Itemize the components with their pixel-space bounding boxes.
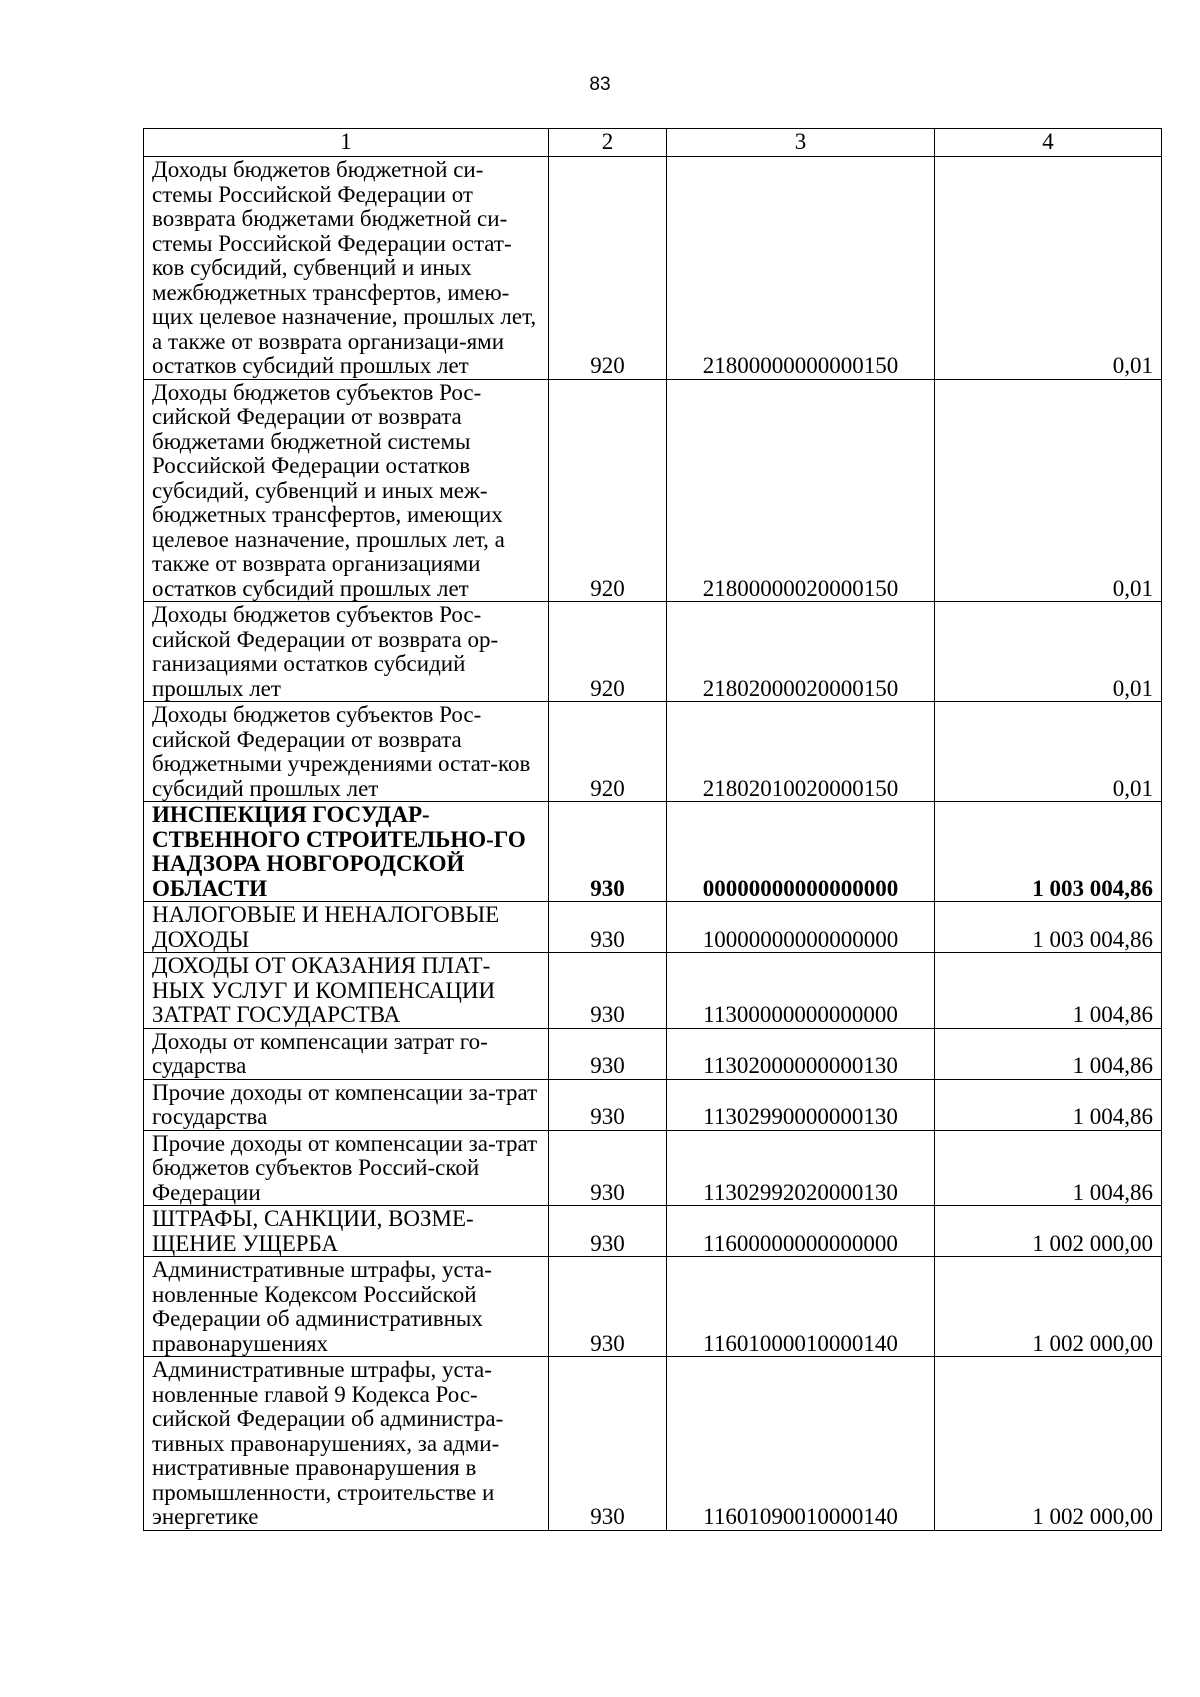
header-col-2: 2: [549, 129, 667, 157]
header-col-3: 3: [667, 129, 935, 157]
row-admin-code: 930: [549, 1028, 667, 1079]
header-col-4: 4: [935, 129, 1162, 157]
row-amount: 1 002 000,00: [935, 1206, 1162, 1257]
row-budget-code: 21800000020000150: [667, 379, 935, 602]
row-budget-code: 11601000010000140: [667, 1257, 935, 1357]
row-amount: 1 003 004,86: [935, 802, 1162, 902]
row-amount: 1 004,86: [935, 1130, 1162, 1206]
row-budget-code: 00000000000000000: [667, 802, 935, 902]
row-name: НАЛОГОВЫЕ И НЕНАЛОГОВЫЕ ДОХОДЫ: [144, 902, 549, 953]
row-admin-code: 920: [549, 379, 667, 602]
row-admin-code: 920: [549, 157, 667, 380]
row-budget-code: 10000000000000000: [667, 902, 935, 953]
row-amount: 1 004,86: [935, 953, 1162, 1029]
row-budget-code: 21802010020000150: [667, 702, 935, 802]
row-name: Доходы бюджетов бюджетной си-стемы Российской Федерации от возврата бюджетами бюджетной си-стемы Российской Федерации остат-ков субсидий, субвенций и иных межбюджетных трансфертов, имею-щих целевое назначение, прошлых лет, а также от возврата организаци-ями остатков субсидий прошлых лет: [144, 157, 549, 380]
table-row: [144, 1028, 1162, 1079]
row-budget-code: 11302000000000130: [667, 1028, 935, 1079]
row-budget-code: 11601090010000140: [667, 1357, 935, 1531]
header-col-1: 1: [144, 129, 549, 157]
row-name: Доходы бюджетов субъектов Рос-сийской Федерации от возврата бюджетными учреждениями остат-ков субсидий прошлых лет: [144, 702, 549, 802]
table-row: [144, 157, 1162, 380]
row-amount: 0,01: [935, 379, 1162, 602]
row-amount: 0,01: [935, 602, 1162, 702]
row-admin-code: 930: [549, 1130, 667, 1206]
row-amount: 1 002 000,00: [935, 1257, 1162, 1357]
row-amount: 0,01: [935, 157, 1162, 380]
row-amount: 1 002 000,00: [935, 1357, 1162, 1531]
page-number: 83: [589, 74, 611, 95]
table-row: [144, 379, 1162, 602]
row-amount: 0,01: [935, 702, 1162, 802]
row-admin-code: 930: [549, 1206, 667, 1257]
row-admin-code: 930: [549, 1257, 667, 1357]
table-row: [144, 953, 1162, 1029]
row-budget-code: 21800000000000150: [667, 157, 935, 380]
row-budget-code: 11302990000000130: [667, 1079, 935, 1130]
row-name: ДОХОДЫ ОТ ОКАЗАНИЯ ПЛАТ-НЫХ УСЛУГ И КОМПЕНСАЦИИ ЗАТРАТ ГОСУДАРСТВА: [144, 953, 549, 1029]
table-row-section-header: [144, 802, 1162, 902]
table-row: [144, 1257, 1162, 1357]
revenue-table: [143, 128, 1162, 1531]
row-name: Доходы бюджетов субъектов Рос-сийской Федерации от возврата ор-ганизациями остатков субсидий прошлых лет: [144, 602, 549, 702]
row-budget-code: 21802000020000150: [667, 602, 935, 702]
table-row: [144, 1206, 1162, 1257]
table-row: [144, 1079, 1162, 1130]
row-name: Административные штрафы, уста-новленные главой 9 Кодекса Рос-сийской Федерации об администра-тивных правонарушениях, за адми-нистративные правонарушения в промышленности, строительстве и энергетике: [144, 1357, 549, 1531]
row-admin-code: 920: [549, 702, 667, 802]
table-row: [144, 702, 1162, 802]
row-name: Прочие доходы от компенсации за-трат государства: [144, 1079, 549, 1130]
row-budget-code: 11300000000000000: [667, 953, 935, 1029]
row-budget-code: 11600000000000000: [667, 1206, 935, 1257]
table-header-row: [144, 129, 1162, 157]
table-row: [144, 1130, 1162, 1206]
row-budget-code: 11302992020000130: [667, 1130, 935, 1206]
row-admin-code: 930: [549, 1079, 667, 1130]
table-row: [144, 1357, 1162, 1531]
row-name: ШТРАФЫ, САНКЦИИ, ВОЗМЕ-ЩЕНИЕ УЩЕРБА: [144, 1206, 549, 1257]
table-row: [144, 602, 1162, 702]
row-admin-code: 930: [549, 802, 667, 902]
row-amount: 1 003 004,86: [935, 902, 1162, 953]
row-name: Прочие доходы от компенсации за-трат бюджетов субъектов Россий-ской Федерации: [144, 1130, 549, 1206]
row-name: Административные штрафы, уста-новленные Кодексом Российской Федерации об административных правонарушениях: [144, 1257, 549, 1357]
row-name: ИНСПЕКЦИЯ ГОСУДАР-СТВЕННОГО СТРОИТЕЛЬНО-ГО НАДЗОРА НОВГОРОДСКОЙ ОБЛАСТИ: [144, 802, 549, 902]
table-row: [144, 902, 1162, 953]
row-amount: 1 004,86: [935, 1028, 1162, 1079]
row-name: Доходы от компенсации затрат го-сударства: [144, 1028, 549, 1079]
row-admin-code: 920: [549, 602, 667, 702]
row-admin-code: 930: [549, 902, 667, 953]
row-admin-code: 930: [549, 953, 667, 1029]
row-admin-code: 930: [549, 1357, 667, 1531]
row-amount: 1 004,86: [935, 1079, 1162, 1130]
row-name: Доходы бюджетов субъектов Рос-сийской Федерации от возврата бюджетами бюджетной системы Российской Федерации остатков субсидий, субвенций и иных меж-бюджетных трансфертов, имеющих целевое назначение, прошлых лет, а также от возврата организациями остатков субсидий прошлых лет: [144, 379, 549, 602]
